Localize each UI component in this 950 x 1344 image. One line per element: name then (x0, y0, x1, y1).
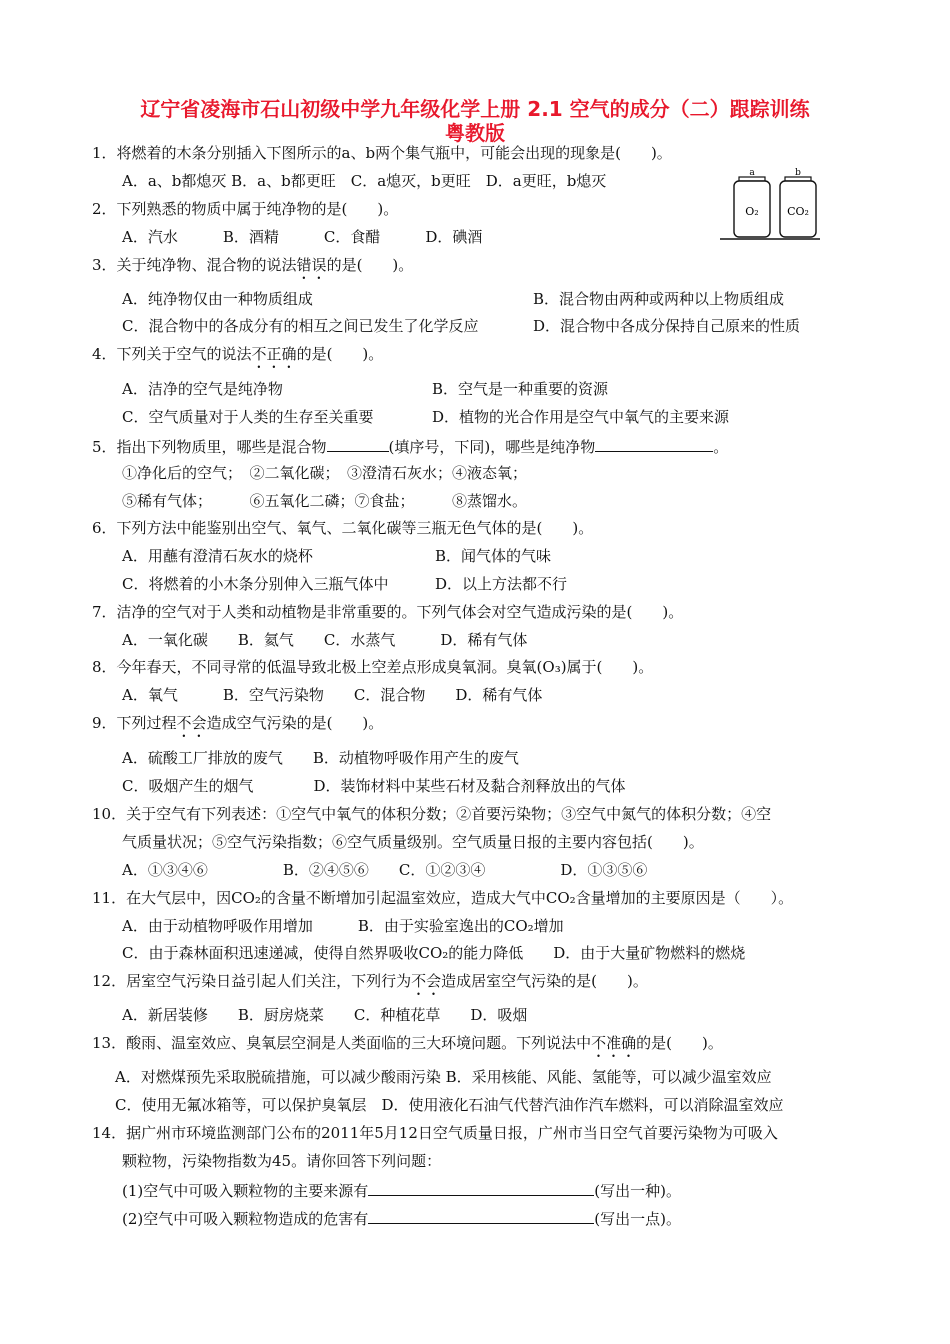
q6-option-b: B．闻气体的气味 (435, 547, 552, 565)
q6-stem: 6．下列方法中能鉴别出空气、氧气、二氧化碳等三瓶无色气体的是( )。 (92, 519, 594, 537)
q12-stem-text: 12．居室空气污染日益引起人们关注，下列行为 (92, 972, 412, 990)
q3-stem (92, 255, 413, 283)
q5-stem-text: 5．指出下列物质里，哪些是混合物 (92, 438, 327, 456)
page-title (0, 97, 950, 145)
jar-b-label: b (795, 168, 801, 178)
q9-stem-tail: 造成空气污染的是( )。 (206, 714, 384, 732)
q9-emphasis: 不会 (176, 714, 207, 732)
q4-stem (92, 344, 383, 372)
q4-option-d: D．植物的光合作用是空气中氧气的主要来源 (432, 408, 730, 426)
q13-options-ab: A．对燃煤预先采取脱硫措施，可以减少酸雨污染 B．采用核能、风能、氢能等，可以减少温室效应 (115, 1068, 772, 1086)
q12-emphasis: 不会 (411, 972, 442, 990)
title-line-1: 辽宁省凌海市石山初级中学九年级化学上册 2.1 空气的成分（二）跟踪训练 (140, 97, 810, 121)
q6-option-c: C．将燃着的小木条分别伸入三瓶气体中 (122, 575, 389, 593)
q8-stem: 8．今年春天，不同寻常的低温导致北极上空差点形成臭氧洞。臭氧(O₃)属于( )。 (92, 658, 654, 676)
q3-option-a: A．纯净物仅由一种物质组成 (122, 290, 313, 308)
q13-stem (92, 1033, 723, 1061)
jar-b-gas: CO₂ (787, 205, 809, 218)
q14-part2 (122, 1207, 681, 1229)
q1-stem: 1．将燃着的木条分别插入下图所示的a、b两个集气瓶中，可能会出现的现象是( )。 (92, 144, 672, 162)
q13-options-cd: C．使用无氟冰箱等，可以保护臭氧层 D．使用液化石油气代替汽油作汽车燃料，可以消除温室效应 (115, 1096, 784, 1114)
jar-b (780, 168, 816, 237)
q12-options: A．新居装修 B．厨房烧菜 C．种植花草 D．吸烟 (122, 1006, 528, 1024)
q6-option-d: D．以上方法都不行 (435, 575, 568, 593)
q4-option-b: B．空气是一种重要的资源 (432, 380, 609, 398)
jar-a (734, 168, 770, 237)
q9-stem-text: 9．下列过程 (92, 714, 177, 732)
q13-stem-tail: 的是( )。 (636, 1034, 723, 1052)
q11-options-cd: C．由于森林面积迅速递减，使得自然界吸收CO₂的能力降低 D．由于大量矿物燃料的燃烧 (122, 944, 746, 962)
q4-option-c: C．空气质量对于人类的生存至关重要 (122, 408, 374, 426)
q6-option-a: A．用蘸有澄清石灰水的烧杯 (122, 547, 313, 565)
q8-options: A．氧气 B．空气污染物 C．混合物 D．稀有气体 (122, 686, 543, 704)
q9-options-cd: C．吸烟产生的烟气 D．装饰材料中某些石材及黏合剂释放出的气体 (122, 777, 626, 795)
q7-options: A．一氧化碳 B．氦气 C．水蒸气 D．稀有气体 (122, 631, 528, 649)
q5-blank-pure[interactable] (595, 435, 713, 452)
q11-options-ab: A．由于动植物呼吸作用增加 B．由于实验室逸出的CO₂增加 (122, 917, 564, 935)
q5-stem-mid: (填序号，下同)，哪些是纯净物 (388, 438, 596, 456)
q12-stem-tail: 造成居室空气污染的是( )。 (441, 972, 648, 990)
q9-options-ab: A．硫酸工厂排放的废气 B．动植物呼吸作用产生的废气 (122, 749, 519, 767)
q3-option-d: D．混合物中各成分保持自己原来的性质 (533, 317, 801, 335)
q10-options: A．①③④⑥ B．②④⑤⑥ C．①②③④ D．①③⑤⑥ (122, 861, 648, 879)
q9-stem (92, 713, 383, 741)
q1-options: A．a、b都熄灭 B．a、b都更旺 C．a熄灭，b更旺 D．a更旺，b熄灭 (122, 172, 607, 190)
q4-stem-text: 4．下列关于空气的说法 (92, 345, 252, 363)
q3-emphasis: 错误 (296, 256, 327, 274)
jar-a-gas: O₂ (745, 205, 759, 218)
q13-emphasis: 不准确 (591, 1034, 637, 1052)
q14-stem-line1: 14．据广州市环境监测部门公布的2011年5月12日空气质量日报，广州市当日空气首要污染物为可吸入 (92, 1124, 778, 1142)
q3-stem-text: 3．关于纯净物、混合物的说法 (92, 256, 297, 274)
q14-part1-blank[interactable] (368, 1179, 594, 1196)
q2-stem: 2．下列熟悉的物质中属于纯净物的是( )。 (92, 200, 399, 218)
q5-items-line2: ⑤稀有气体； ⑥五氧化二磷；⑦食盐； ⑧蒸馏水。 (122, 492, 528, 510)
q4-emphasis: 不正确 (251, 345, 297, 363)
q5-stem (92, 435, 728, 457)
q12-stem (92, 971, 648, 999)
q4-option-a: A．洁净的空气是纯净物 (122, 380, 283, 398)
q5-items-line1: ①净化后的空气； ②二氧化碳； ③澄清石灰水；④液态氧； (122, 464, 528, 482)
q2-options: A．汽水 B．酒精 C．食醋 D．碘酒 (122, 228, 483, 246)
q7-stem: 7．洁净的空气对于人类和动植物是非常重要的。下列气体会对空气造成污染的是( )。 (92, 603, 684, 621)
q14-part1-tail: (写出一种)。 (594, 1182, 681, 1200)
q3-stem-tail: 的是( )。 (326, 256, 414, 274)
q10-stem-line2: 气质量状况；⑤空气污染指数；⑥空气质量级别。空气质量日报的主要内容包括( )。 (122, 833, 704, 851)
q14-part2-blank[interactable] (368, 1207, 594, 1224)
q4-stem-tail: 的是( )。 (296, 345, 384, 363)
q14-part2-text: (2)空气中可吸入颗粒物造成的危害有 (122, 1210, 369, 1228)
q5-stem-end: 。 (713, 438, 729, 456)
q14-part1 (122, 1179, 681, 1201)
gas-jars-figure (720, 163, 820, 243)
q14-part1-text: (1)空气中可吸入颗粒物的主要来源有 (122, 1182, 369, 1200)
q14-part2-tail: (写出一点)。 (594, 1210, 681, 1228)
q10-stem-line1: 10．关于空气有下列表述：①空气中氧气的体积分数；②首要污染物；③空气中氮气的体积分数；④空 (92, 805, 772, 823)
jar-a-label: a (749, 168, 755, 178)
q3-option-b: B．混合物由两种或两种以上物质组成 (533, 290, 785, 308)
q14-stem-line2: 颗粒物，污染物指数为45。请你回答下列问题： (122, 1152, 442, 1170)
q11-stem: 11．在大气层中，因CO₂的含量不断增加引起温室效应，造成大气中CO₂含量增加的主要原因是（ ）。 (92, 889, 794, 907)
q3-option-c: C．混合物中的各成分有的相互之间已发生了化学反应 (122, 317, 479, 335)
q13-stem-text: 13．酸雨、温室效应、臭氧层空洞是人类面临的三大环境问题。下列说法中 (92, 1034, 592, 1052)
title-line-2: 粤教版 (445, 121, 505, 145)
q5-blank-mixture[interactable] (327, 435, 389, 452)
